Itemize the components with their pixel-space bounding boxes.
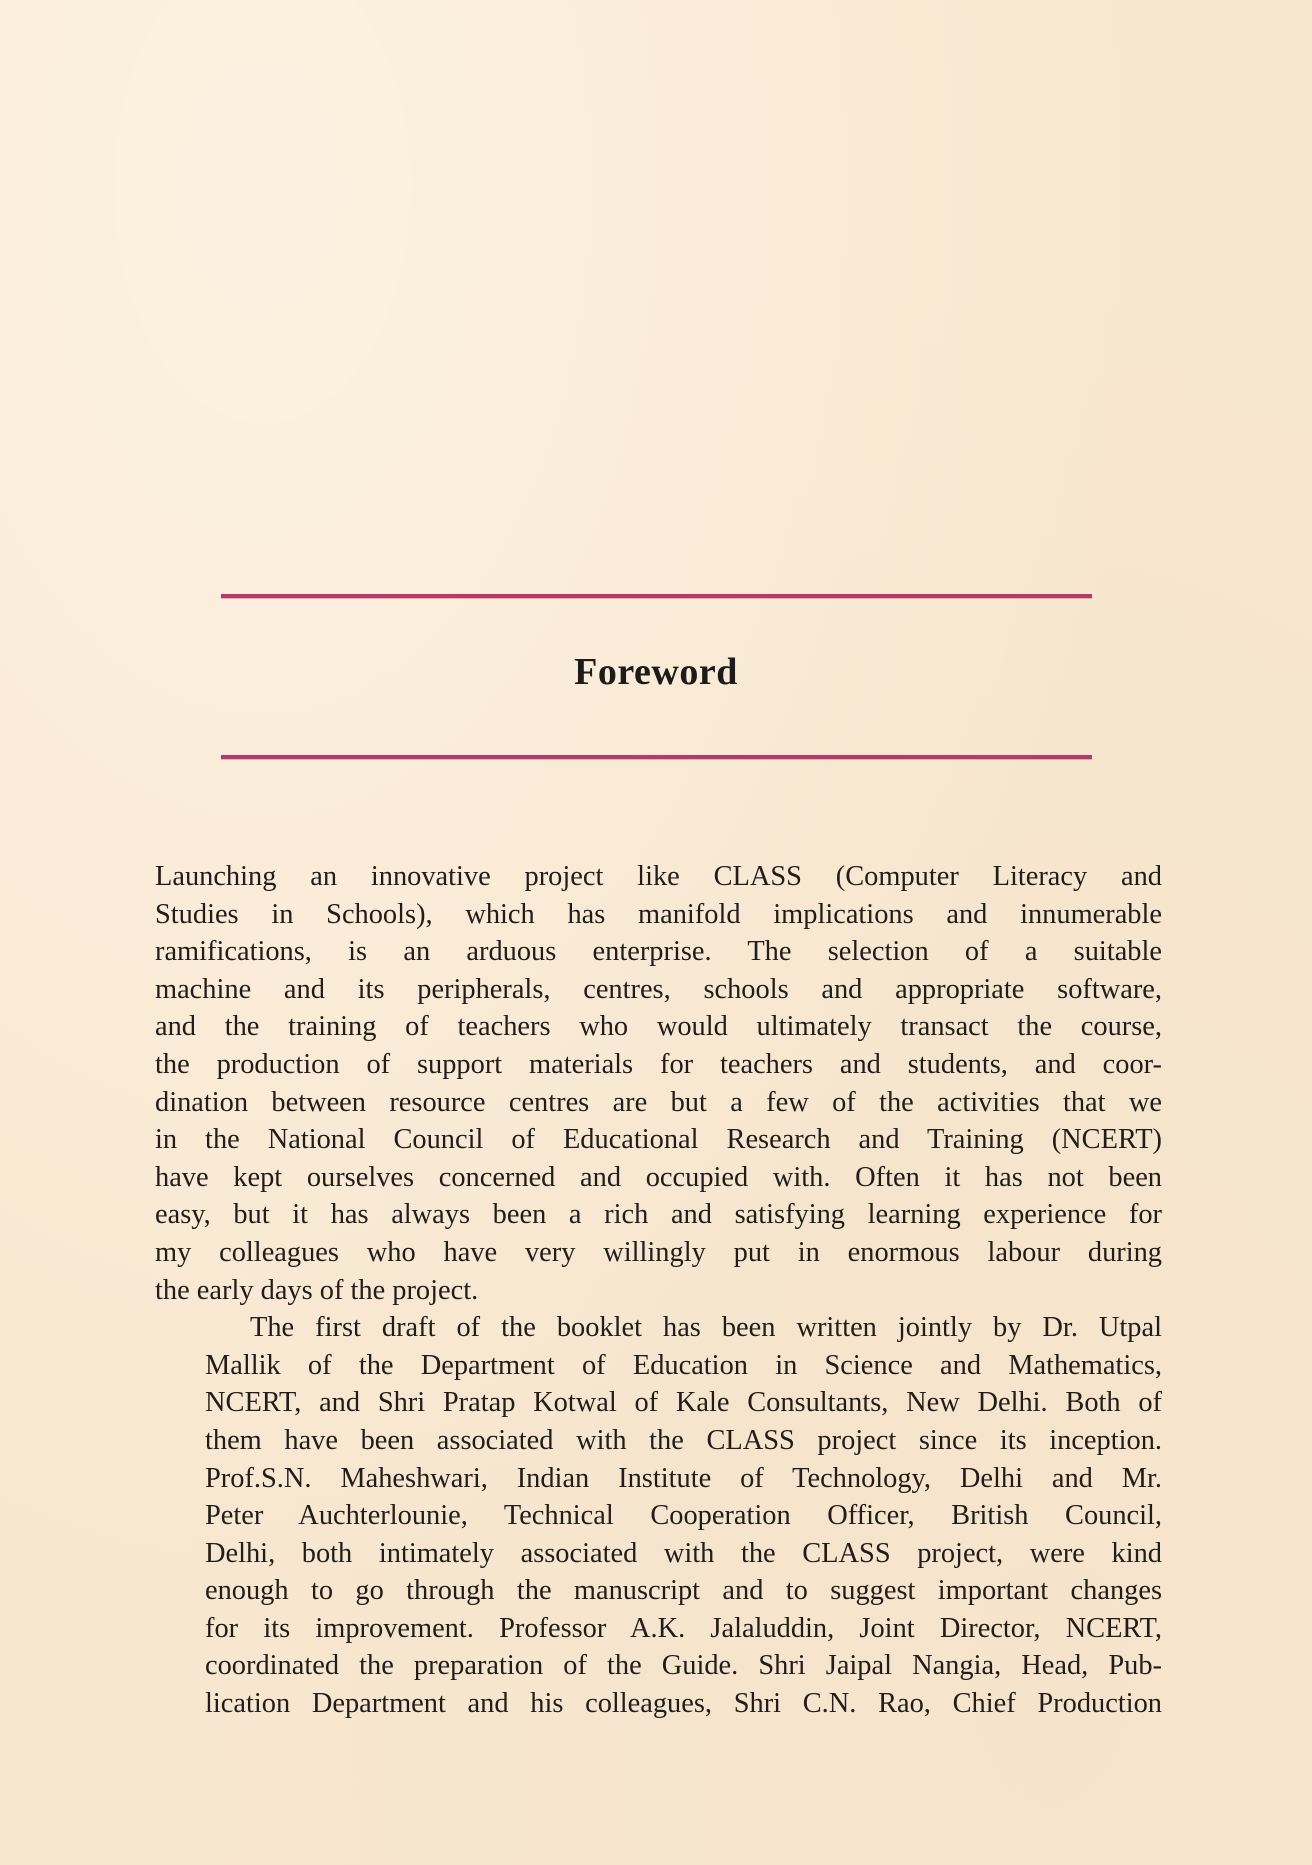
text-line: the production of support materials for teachers and students, and coor-	[155, 1048, 1162, 1080]
text-line: Launching an innovative project like CLASS (Computer Literacy and	[155, 861, 1162, 892]
text-line: my colleagues who have very willingly put in enormous labour during	[155, 1236, 1162, 1268]
text-line: Peter Auchterlounie, Technical Cooperation Officer, British Council,	[205, 1500, 1162, 1532]
text-line: NCERT, and Shri Pratap Kotwal of Kale Consultants, New Delhi. Both of	[205, 1387, 1162, 1419]
text-line: The first draft of the booklet has been written jointly by Dr. Utpal	[250, 1312, 1162, 1344]
text-line: and the training of teachers who would ultimately transact the course,	[155, 1011, 1162, 1043]
text-line: coordinated the preparation of the Guide. Shri Jaipal Nangia, Head, Pub-	[205, 1650, 1162, 1682]
text-line: easy, but it has always been a rich and satisfying learning experience for	[155, 1199, 1162, 1231]
page-title: Foreword	[574, 651, 738, 693]
title-rule-bottom	[221, 755, 1092, 759]
text-line: lication Department and his colleagues, Shri C.N. Rao, Chief Production	[205, 1688, 1162, 1720]
title-rule-top	[221, 594, 1092, 598]
text-line: the early days of the project.	[155, 1274, 479, 1306]
paragraph-1	[155, 858, 1162, 1309]
text-line: machine and its peripherals, centres, schools and appropriate software,	[155, 973, 1162, 1005]
text-line: ramifications, is an arduous enterprise. The selection of a suitable	[155, 936, 1162, 968]
text-line: Prof.S.N. Maheshwari, Indian Institute of Technology, Delhi and Mr.	[205, 1462, 1162, 1494]
text-line: in the National Council of Educational Research and Training (NCERT)	[155, 1124, 1162, 1156]
text-line: Studies in Schools), which has manifold implications and innumerable	[155, 898, 1162, 930]
text-line: Delhi, both intimately associated with the CLASS project, were kind	[205, 1537, 1162, 1569]
text-line: have kept ourselves concerned and occupied with. Often it has not been	[155, 1161, 1162, 1193]
text-line: dination between resource centres are but a few of the activities that we	[155, 1086, 1162, 1118]
foreword-body	[155, 858, 1162, 1723]
text-line: them have been associated with the CLASS project since its inception.	[205, 1424, 1162, 1456]
text-line: for its improvement. Professor A.K. Jalaluddin, Joint Director, NCERT,	[205, 1612, 1162, 1644]
paragraph-2	[155, 1309, 1162, 1723]
text-line: Mallik of the Department of Education in Science and Mathematics,	[205, 1349, 1162, 1381]
text-line: enough to go through the manuscript and to suggest important changes	[205, 1575, 1162, 1607]
